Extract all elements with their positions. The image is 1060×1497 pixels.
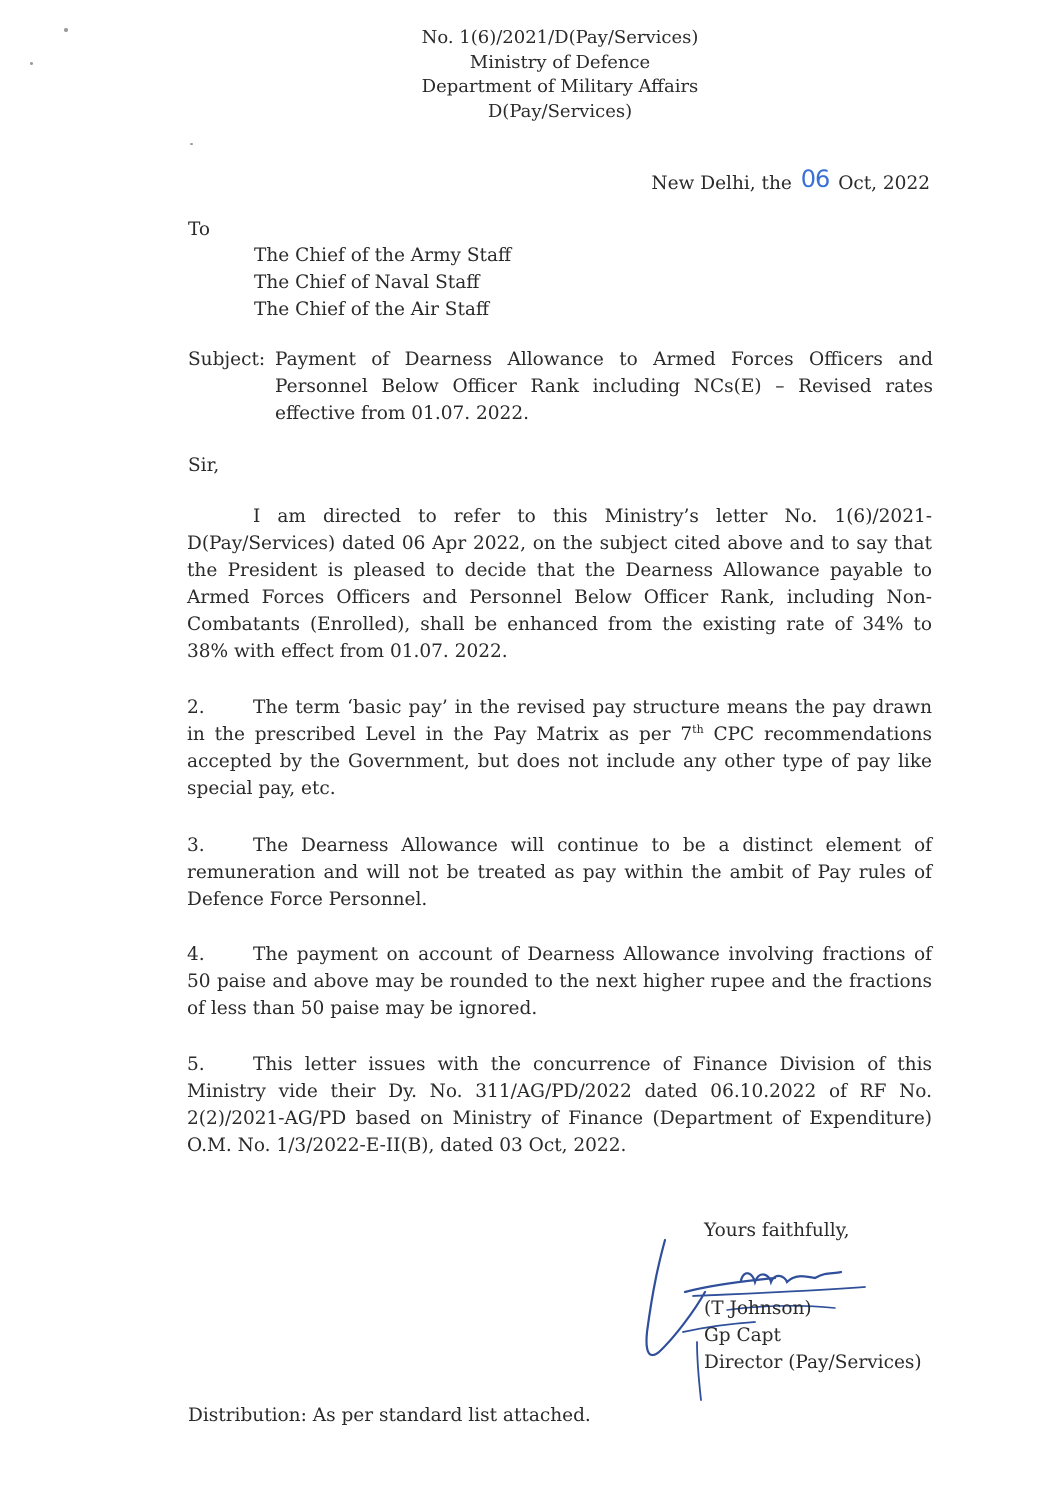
paragraph-5 [187, 1051, 932, 1159]
signatory-block [704, 1295, 922, 1376]
addressee-air: The Chief of the Air Staff [254, 299, 490, 320]
paragraph-number: 5. [187, 1054, 205, 1075]
scan-speck [190, 143, 193, 145]
letter-header [300, 26, 820, 124]
paragraph-number: 3. [187, 835, 205, 856]
paragraph-3-text: The Dearness Allowance will continue to be a distinct element of remuneration and will not be treated as pay within the ambit of Pay rules of Defence Force Personnel. [187, 835, 932, 910]
paragraph-4 [187, 941, 932, 1022]
subject-text: Payment of Dearness Allowance to Armed Forces Officers and Personnel Below Officer Rank including NCs(E) – Revised rates effective from 01.07. 2022. [275, 349, 933, 424]
addressee-army: The Chief of the Army Staff [254, 245, 512, 266]
to-label: To [188, 219, 211, 240]
salutation: Sir, [188, 455, 220, 476]
subject-block [188, 346, 933, 427]
paragraph-5-text: This letter issues with the concurrence of Finance Division of this Ministry vide their Dy. No. 311/AG/PD/2022 dated 06.10.2022 of RF No. 2(2)/2021-AG/PD based on Ministry of Finance (Department of Expenditure) O.M. No. 1/3/2022-E-II(B), dated 03 Oct, 2022. [187, 1054, 932, 1156]
scan-speck [30, 62, 33, 65]
signatory-rank: Gp Capt [704, 1325, 781, 1346]
signatory-name: (T Johnson) [704, 1298, 812, 1319]
dateline-suffix: Oct, 2022 [838, 173, 930, 194]
paragraph-number: 2. [187, 697, 205, 718]
section-name: D(Pay/Services) [487, 100, 633, 122]
paragraph-1: I am directed to refer to this Ministry’s letter No. 1(6)/2021-D(Pay/Services) dated 06 Apr 2022, on the subject cited above and to say that the President is pleased to decide that the Dearness Allowance payable to Armed Forces Officers and Personnel Below Officer Rank, including Non-Combatants (Enrolled), shall be enhanced from the existing rate of 34% to 38% with effect from 01.07. 2022. [187, 506, 932, 662]
subject-label: Subject: [188, 349, 266, 370]
paragraph-4-text: The payment on account of Dearness Allowance involving fractions of 50 paise and above may be rounded to the next higher rupee and the fractions of less than 50 paise may be ignored. [187, 944, 932, 1019]
dateline [560, 165, 930, 197]
handwritten-day: 06 [800, 165, 830, 193]
signoff: Yours faithfully, [704, 1220, 850, 1241]
ministry-name: Ministry of Defence [469, 51, 651, 73]
addressee-navy: The Chief of Naval Staff [254, 272, 480, 293]
paragraph-2 [187, 694, 932, 802]
reference-number: No. 1(6)/2021/D(Pay/Services) [421, 27, 699, 48]
distribution-note: Distribution: As per standard list attached. [188, 1405, 591, 1426]
addressee-list [254, 242, 511, 323]
superscript-th: th [692, 722, 704, 736]
paragraph-3 [187, 832, 932, 913]
paragraph-2-text-a: The term ‘basic pay’ in the revised pay structure means the pay drawn in the prescribed Level in the Pay Matrix as per 7 [187, 697, 932, 745]
department-name: Department of Military Affairs [421, 76, 699, 97]
paragraph-number: 4. [187, 944, 205, 965]
scan-speck [64, 28, 68, 32]
signatory-designation: Director (Pay/Services) [704, 1352, 922, 1373]
dateline-prefix: New Delhi, the [651, 173, 792, 194]
paragraph-2-text-b: CPC recommendations accepted by the Government, but does not include any other type of pay like special pay, etc. [187, 724, 933, 799]
